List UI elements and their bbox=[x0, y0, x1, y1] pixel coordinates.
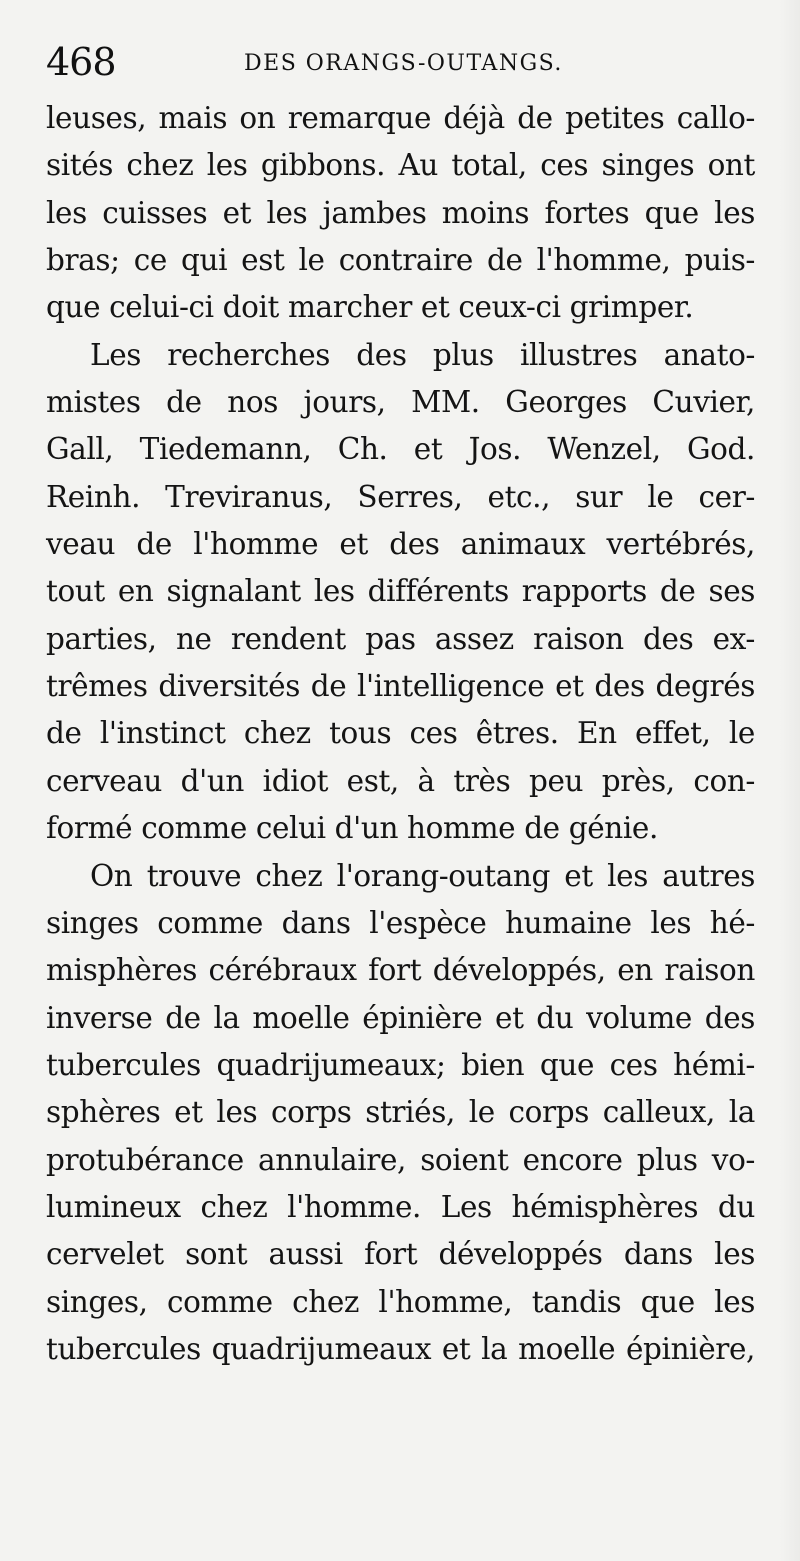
text-line: singes, comme chez l'homme, tandis que les bbox=[46, 1284, 755, 1319]
text-line: misphères cérébraux fort développés, en raison bbox=[46, 953, 755, 988]
text-line: Gall, Tiedemann, Ch. et Jos. Wenzel, God. bbox=[46, 432, 755, 467]
text-line: inverse de la moelle épinière et du volume des bbox=[46, 1000, 755, 1035]
text-line: mistes de nos jours, MM. Georges Cuvier, bbox=[46, 385, 755, 420]
text-line: sités chez les gibbons. Au total, ces singes ont bbox=[46, 148, 755, 183]
text-line: Reinh. Treviranus, Serres, etc., sur le cer- bbox=[46, 479, 755, 514]
text-line: protubérance annulaire, soient encore plus vo- bbox=[46, 1142, 755, 1177]
text-line: singes comme dans l'espèce humaine les hé- bbox=[46, 905, 755, 940]
running-head bbox=[46, 40, 750, 88]
text-line: sphères et les corps striés, le corps calleux, la bbox=[46, 1095, 755, 1130]
text-line: que celui-ci doit marcher et ceux-ci grimper. bbox=[46, 290, 694, 325]
page-number: 468 bbox=[46, 40, 116, 84]
text-line: leuses, mais on remarque déjà de petites callo- bbox=[46, 101, 755, 135]
text-line: formé comme celui d'un homme de génie. bbox=[46, 811, 658, 846]
body-text bbox=[46, 95, 755, 1373]
text-line: cerveau d'un idiot est, à très peu près, con- bbox=[46, 763, 755, 798]
paragraph-start-line: On trouve chez l'orang-outang et les autres bbox=[90, 858, 755, 893]
text-line: lumineux chez l'homme. Les hémisphères du bbox=[46, 1189, 755, 1224]
text-line: bras; ce qui est le contraire de l'homme, puis- bbox=[46, 243, 755, 278]
running-head-title: DES ORANGS-OUTANGS. bbox=[244, 51, 563, 76]
text-line: trêmes diversités de l'intelligence et des degrés bbox=[46, 669, 755, 704]
text-line: les cuisses et les jambes moins fortes que les bbox=[46, 195, 755, 230]
text-line: tubercules quadrijumeaux; bien que ces hémi- bbox=[46, 1047, 755, 1082]
text-line: tout en signalant les différents rapports de ses bbox=[46, 574, 755, 609]
text-line: tubercules quadrijumeaux et la moelle épinière, bbox=[46, 1331, 755, 1366]
page-edge-shading bbox=[780, 0, 800, 1561]
text-line: cervelet sont aussi fort développés dans les bbox=[46, 1237, 755, 1272]
text-line: parties, ne rendent pas assez raison des ex- bbox=[46, 621, 755, 656]
text-line: veau de l'homme et des animaux vertébrés, bbox=[46, 527, 755, 562]
paragraph-start-line: Les recherches des plus illustres anato- bbox=[90, 337, 755, 372]
text-line: de l'instinct chez tous ces êtres. En effet, le bbox=[46, 716, 755, 751]
